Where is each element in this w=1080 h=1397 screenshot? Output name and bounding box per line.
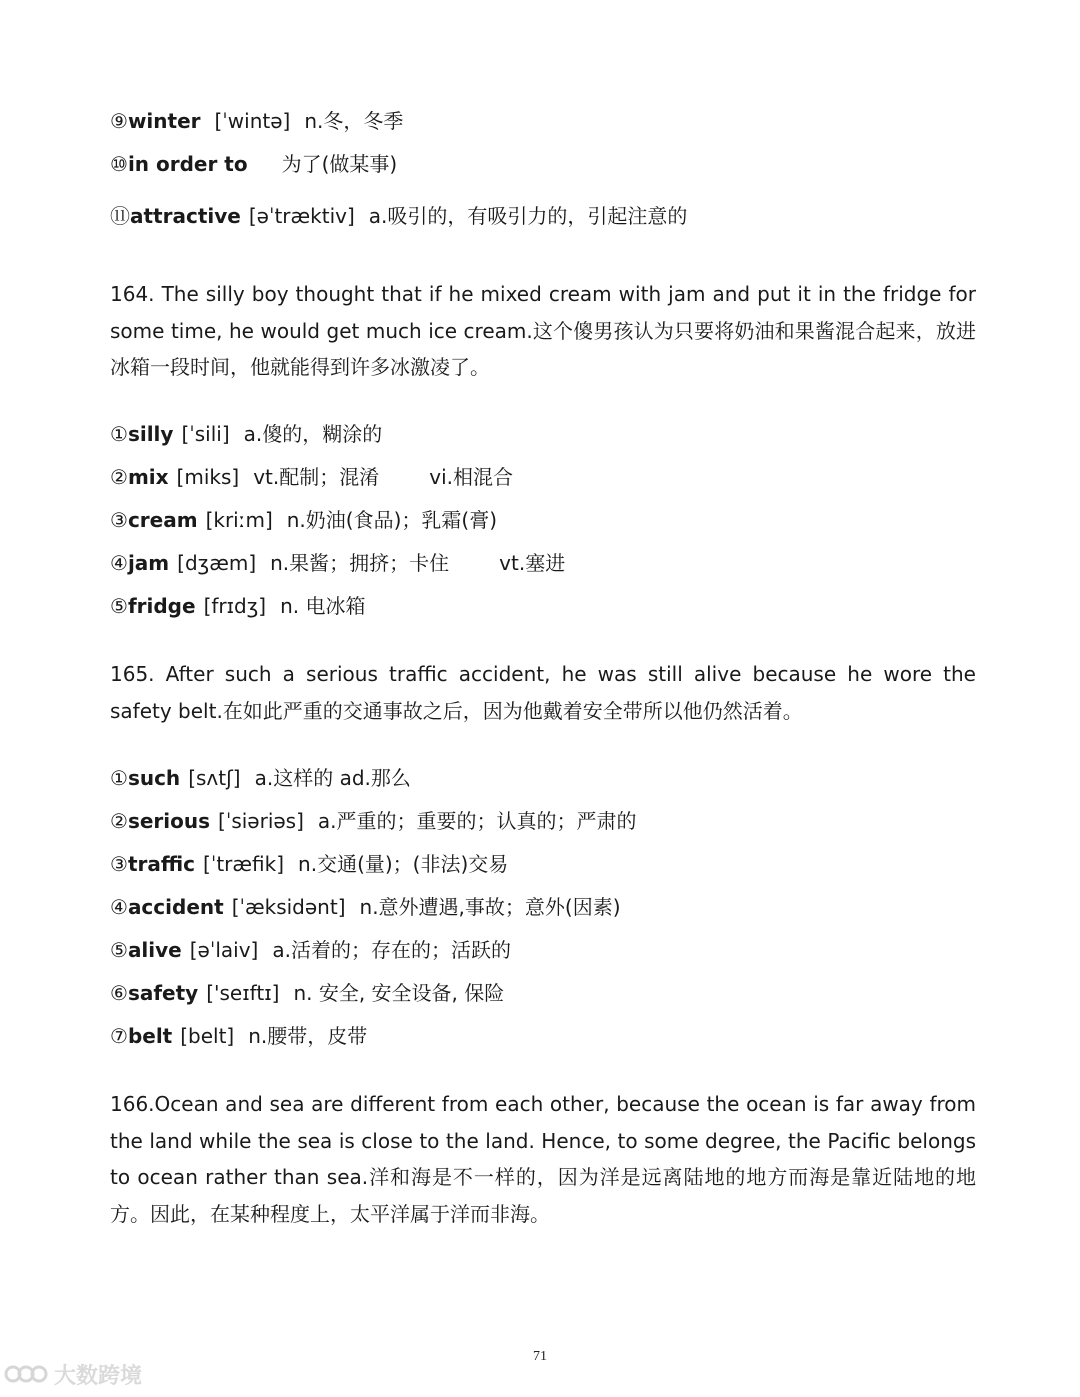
- example-sentence-164: 164. The silly boy thought that if he mixed cream with jam and put it in the fridge for some time, he would get much ice cream.这个傻男孩认为只要将奶油和果酱混合起来，放进冰箱一段时间，他就能得到许多冰激凌了。: [110, 282, 976, 379]
- vocab-item: [110, 936, 511, 964]
- phonetic: [ˈsili]: [181, 422, 230, 446]
- item-number: ④: [110, 551, 128, 575]
- definition: a.这样的 ad.那么: [254, 766, 411, 790]
- item-number: ⑩: [110, 152, 128, 176]
- definition: n.交通(量)；(非法)交易: [298, 852, 509, 876]
- item-number: ③: [110, 852, 128, 876]
- vocab-item: [110, 202, 687, 230]
- vocab-word: cream: [127, 508, 198, 532]
- item-number: ③: [110, 508, 128, 532]
- item-number: ①: [110, 766, 128, 790]
- definition: n.腰带，皮带: [248, 1024, 368, 1048]
- item-number: ②: [110, 465, 128, 489]
- vocab-word: safety: [127, 981, 199, 1005]
- vocab-word: such: [127, 766, 181, 790]
- vocab-item: [110, 420, 382, 448]
- phonetic: [ˈsiəriəs]: [218, 809, 304, 833]
- vocab-word: alive: [127, 938, 182, 962]
- definition: n. 安全, 安全设备, 保险: [293, 981, 505, 1005]
- phonetic: [əˈlaiv]: [189, 938, 259, 962]
- phonetic: [miks]: [176, 465, 240, 489]
- vocab-item: [110, 592, 366, 620]
- vocab-item: [110, 979, 504, 1007]
- definition: 为了(做某事): [281, 152, 398, 176]
- vocab-item: [110, 463, 513, 491]
- vocab-item: [110, 764, 411, 792]
- definition: n.冬，冬季: [304, 109, 404, 133]
- vocab-word: winter: [127, 109, 201, 133]
- item-number: ⑥: [110, 981, 128, 1005]
- item-number: ⑤: [110, 938, 128, 962]
- vocab-word: jam: [127, 551, 170, 575]
- phonetic: [frɪdʒ]: [203, 594, 267, 618]
- definition-extra: vt.塞进: [499, 551, 566, 575]
- item-number: ⑨: [110, 109, 128, 133]
- vocab-word: serious: [127, 809, 211, 833]
- definition: n. 电冰箱: [280, 594, 366, 618]
- definition: n.果酱；拥挤；卡住: [270, 551, 450, 575]
- item-number: ①: [110, 422, 128, 446]
- vocab-item: [110, 807, 637, 835]
- vocab-item: [110, 1022, 367, 1050]
- definition: n.意外遭遇,事故；意外(因素): [359, 895, 621, 919]
- phonetic: [sʌtʃ]: [188, 766, 241, 790]
- vocab-word: in order to: [127, 152, 248, 176]
- phonetic: [ˈæksidənt]: [231, 895, 346, 919]
- item-number: ⑤: [110, 594, 128, 618]
- phonetic: [kriːm]: [205, 508, 273, 532]
- vocab-word: fridge: [127, 594, 196, 618]
- item-number: ②: [110, 809, 128, 833]
- vocab-item: [110, 850, 508, 878]
- logo-icon: [4, 1361, 48, 1387]
- definition: a.吸引的，有吸引力的，引起注意的: [368, 204, 688, 228]
- watermark-text: 大数跨境: [54, 1363, 143, 1389]
- vocab-word: accident: [127, 895, 224, 919]
- item-number: ⑪: [110, 204, 130, 228]
- vocab-word: traffic: [127, 852, 196, 876]
- watermark-logo: [4, 1357, 142, 1391]
- phonetic: [ˈwintə]: [214, 109, 291, 133]
- definition: a.傻的，糊涂的: [243, 422, 383, 446]
- example-sentence-166: 166.Ocean and sea are different from each other, because the ocean is far away from the land while the sea is close to the land. Hence, to some degree, the Pacific belongs to ocean rather than sea.洋和海是不一样的，因为洋是远离陆地的地方而海是靠近陆地的地方。因此，在某种程度上，太平洋属于洋而非海。: [110, 1092, 976, 1226]
- definition-extra: vi.相混合: [429, 465, 513, 489]
- vocab-item: [110, 893, 621, 921]
- vocab-word: attractive: [130, 204, 241, 228]
- vocab-item: [110, 107, 403, 135]
- definition: a.严重的；重要的；认真的；严肃的: [317, 809, 637, 833]
- vocab-item: [110, 150, 397, 178]
- phonetic: [belt]: [180, 1024, 235, 1048]
- definition: n.奶油(食品)；乳霜(膏): [286, 508, 497, 532]
- phonetic: [əˈtræktiv]: [248, 204, 355, 228]
- page-number: 71: [533, 1349, 547, 1364]
- vocab-word: belt: [127, 1024, 173, 1048]
- vocab-word: mix: [127, 465, 169, 489]
- phonetic: ['seɪftɪ]: [206, 981, 280, 1005]
- phonetic: [ˈtræfik]: [203, 852, 285, 876]
- example-sentence-165: 165. After such a serious traffic accident, he was still alive because he wore the safety belt.在如此严重的交通事故之后，因为他戴着安全带所以他仍然活着。: [110, 662, 976, 723]
- item-number: ④: [110, 895, 128, 919]
- phonetic: [dʒæm]: [177, 551, 257, 575]
- definition: a.活着的；存在的；活跃的: [272, 938, 511, 962]
- vocab-word: silly: [127, 422, 174, 446]
- item-number: ⑦: [110, 1024, 128, 1048]
- vocab-item: [110, 506, 497, 534]
- definition: vt.配制；混淆: [253, 465, 380, 489]
- vocab-item: [110, 549, 565, 577]
